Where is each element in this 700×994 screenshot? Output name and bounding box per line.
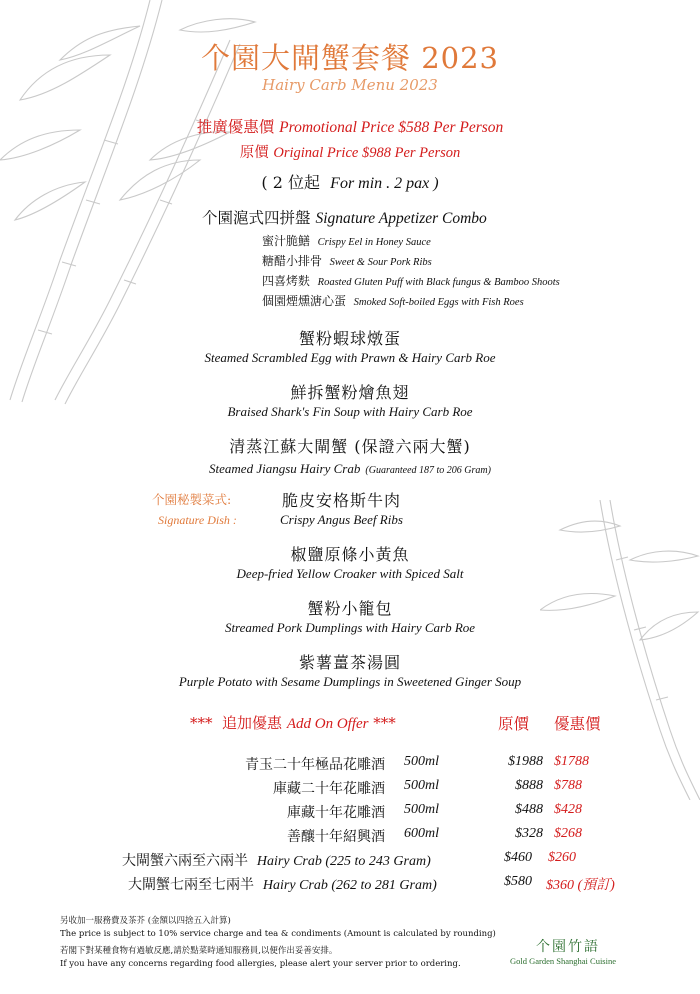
appetizer-item-en: Sweet & Sour Pork Ribs (329, 257, 432, 268)
addon-item-name: 善釀十年紹興酒 (287, 829, 385, 845)
addon-item-name (122, 850, 431, 870)
appetizer-item-en: Smoked Soft-boiled Eggs with Fish Roes (353, 297, 524, 308)
addon-item-orig-price: $1988 (508, 754, 543, 769)
appetizer-item (262, 292, 524, 309)
addon-item-orig-price: $488 (515, 802, 543, 817)
appetizer-item (262, 252, 432, 269)
addon-item-offer-price: $260 (548, 850, 576, 865)
addon-item-orig-price: $460 (504, 850, 532, 865)
signature-label-en: Signature Dish : (158, 513, 237, 527)
dish-name-en: Braised Shark's Fin Soup with Hairy Carb Roe (227, 404, 473, 419)
appetizer-title-en: Signature Appetizer Combo (315, 210, 487, 227)
column-original-price: 原價 (498, 715, 530, 733)
crab-name-en: Hairy Crab (262 to 281 Gram) (262, 878, 437, 893)
allergy-note-zh: 若閣下對某種食物有過敏反應,請於點菜時通知服務員,以便作出妥善安排。 (60, 946, 338, 956)
promo-price-en: Promotional Price $588 Per Person (279, 119, 504, 136)
addon-stars-right: *** (373, 714, 396, 732)
dish-name-zh: 鮮拆蟹粉燴魚翅 (290, 383, 410, 402)
dish-name-en: Deep-fried Yellow Croaker with Spiced Salt (236, 566, 464, 581)
addon-item-volume: 500ml (404, 754, 439, 769)
addon-item-orig-price: $580 (504, 874, 532, 889)
min-pax (0, 170, 700, 193)
dish-name-zh: 椒鹽原條小黃魚 (290, 545, 410, 564)
dish-name-zh: 紫薯薑茶湯圓 (298, 653, 401, 672)
appetizer-title-zh: 个園滬式四拼盤 (202, 209, 311, 227)
crab-name-en: Hairy Crab (225 to 243 Gram) (256, 854, 431, 869)
appetizer-item (262, 232, 431, 249)
menu-title: 个園大閘蟹套餐 2023 (200, 41, 500, 75)
addon-item-volume: 600ml (404, 826, 439, 841)
signature-dish-en: Crispy Angus Beef Ribs (280, 512, 403, 527)
dish-note: (Guaranteed 187 to 206 Gram) (365, 465, 491, 476)
dish-name-en: Streamed Pork Dumplings with Hairy Carb Roe (224, 620, 476, 635)
min-pax-en: For min . 2 pax ) (330, 175, 439, 192)
addon-item-name: 庫藏二十年花雕酒 (273, 781, 385, 797)
appetizer-item-zh: 四喜烤麩 (262, 274, 311, 288)
signature-label-zh: 个園秘製菜式: (152, 492, 232, 507)
addon-label-en: Add On Offer (286, 716, 369, 732)
appetizer-item-zh: 糖醋小排骨 (262, 254, 323, 268)
allergy-note-en: If you have any concerns regarding food allergies, please alert your server prior to ordering. (60, 959, 461, 969)
crab-name-zh: 大閘蟹六兩至六兩半 (122, 853, 248, 869)
addon-item-offer-price: $1788 (554, 754, 589, 769)
addon-item-offer-price: $788 (554, 778, 582, 793)
addon-item-name: 青玉二十年極品花雕酒 (245, 757, 385, 773)
column-offer-price: 優惠價 (554, 715, 601, 733)
appetizer-item-en: Crispy Eel in Honey Sauce (317, 237, 431, 248)
appetizer-item-zh: 蜜汁脆鱔 (262, 234, 311, 248)
addon-item-offer-price: $268 (554, 826, 582, 841)
promotional-price (0, 115, 700, 137)
addon-stars-left: *** (190, 714, 213, 732)
addon-label-zh: 追加優惠 (222, 714, 283, 732)
appetizer-item-zh: 個園煙燻溏心蛋 (262, 294, 347, 308)
addon-item-offer-price: $360 (預訂) (546, 878, 615, 893)
addon-item-volume: 500ml (404, 802, 439, 817)
appetizer-item-en: Roasted Gluten Puff with Black fungus & Bamboo Shoots (317, 277, 560, 288)
dish-name-en: Steamed Scrambled Egg with Prawn & Hairy Carb Roe (204, 350, 496, 365)
addon-item-orig-price: $328 (515, 826, 543, 841)
addon-header (190, 712, 396, 733)
orig-price-zh: 原價 (239, 145, 269, 161)
original-price (0, 141, 700, 162)
dish-name-zh: 蟹粉蝦球燉蛋 (298, 329, 401, 348)
menu-subtitle: Hairy Carb Menu 2023 (262, 76, 438, 94)
restaurant-logo-zh: 个園竹語 (536, 939, 600, 955)
dish-name-zh: 蟹粉小籠包 (307, 599, 393, 618)
dish-line-en (0, 458, 700, 477)
service-charge-note-zh: 另收加一服務費及茶芥 (金額以四捨五入計算) (60, 916, 231, 926)
addon-item-name (128, 874, 437, 894)
addon-item-orig-price: $888 (515, 778, 543, 793)
addon-item-name: 庫藏十年花雕酒 (287, 805, 385, 821)
appetizer-title (202, 206, 487, 228)
signature-dish-zh: 脆皮安格斯牛肉 (282, 491, 402, 510)
addon-item-volume: 500ml (404, 778, 439, 793)
dish-name-en: Steamed Jiangsu Hairy Crab (209, 461, 361, 476)
min-pax-zh: ( 2 位起 (261, 173, 320, 192)
dish-name-zh: 清蒸江蘇大閘蟹 (保證六兩大蟹) (229, 437, 471, 456)
appetizer-item (262, 272, 560, 289)
orig-price-en: Original Price $988 Per Person (273, 145, 461, 161)
dish-name-en: Purple Potato with Sesame Dumplings in Sweetened Ginger Soup (178, 674, 522, 689)
crab-name-zh: 大閘蟹七兩至七兩半 (128, 877, 254, 893)
restaurant-logo-en: Gold Garden Shanghai Cuisine (510, 956, 616, 966)
promo-price-zh: 推廣優惠價 (196, 118, 275, 136)
service-charge-note-en: The price is subject to 10% service charge and tea & condiments (Amount is calculated by rounding) (60, 929, 496, 939)
addon-item-offer-price: $428 (554, 802, 582, 817)
